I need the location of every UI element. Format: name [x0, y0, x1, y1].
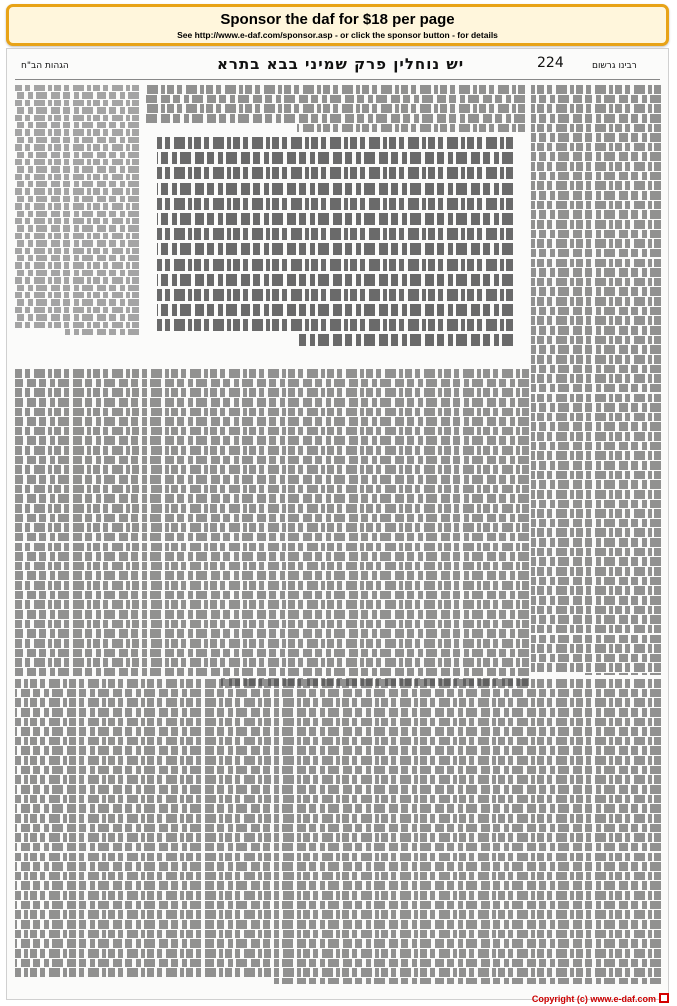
copyright-notice[interactable]	[532, 993, 669, 1004]
text-line	[531, 413, 661, 422]
text-line	[145, 114, 525, 123]
text-line	[15, 639, 529, 648]
text-line	[15, 959, 661, 968]
text-line	[531, 490, 661, 499]
text-line	[15, 891, 661, 900]
text-line	[531, 548, 661, 557]
text-line	[15, 658, 529, 667]
text-line	[15, 188, 139, 194]
text-line	[15, 552, 529, 561]
text-line	[15, 581, 529, 590]
text-line	[531, 345, 661, 354]
text-line	[531, 297, 661, 306]
text-line	[531, 239, 661, 248]
text-line	[15, 853, 661, 862]
text-line	[15, 152, 139, 158]
text-line	[15, 766, 661, 775]
text-line	[15, 292, 139, 298]
text-line	[15, 756, 661, 765]
text-line	[15, 181, 139, 187]
text-line	[531, 432, 661, 441]
text-line	[15, 629, 529, 638]
text-line	[15, 465, 529, 474]
text-line	[15, 417, 529, 426]
text-line	[531, 268, 661, 277]
text-line	[157, 137, 513, 149]
sponsor-title[interactable]: Sponsor the daf for $18 per page	[220, 11, 455, 28]
text-line	[15, 833, 661, 842]
header-tractate-title: יש נוחלין פרק שמיני בבא בתרא	[217, 55, 465, 73]
text-line	[531, 606, 661, 615]
rabbeinu-gershom-column	[531, 85, 661, 675]
text-line	[531, 528, 661, 537]
left-marginal-column	[15, 85, 139, 365]
text-line	[531, 509, 661, 518]
header-right-marginal: רבינו גרשום	[592, 61, 637, 71]
text-line	[157, 198, 513, 210]
text-line	[15, 804, 661, 813]
text-line	[15, 668, 529, 677]
text-line	[15, 968, 661, 977]
text-line	[15, 533, 529, 542]
text-line	[15, 248, 139, 254]
text-line	[15, 649, 529, 658]
text-line	[15, 698, 661, 707]
text-line	[15, 174, 139, 180]
text-line	[15, 679, 661, 688]
text-line	[531, 663, 661, 672]
text-line	[15, 270, 139, 276]
text-line	[531, 124, 661, 133]
text-line	[15, 322, 139, 328]
text-line	[531, 210, 661, 219]
text-line	[531, 278, 661, 287]
text-line	[531, 519, 661, 528]
text-line	[531, 596, 661, 605]
text-line	[15, 910, 661, 919]
text-line	[15, 620, 529, 629]
text-line	[531, 577, 661, 586]
text-line	[15, 727, 661, 736]
sponsor-banner[interactable]	[6, 4, 669, 46]
text-line	[157, 183, 513, 195]
text-line	[15, 737, 661, 746]
text-line	[531, 461, 661, 470]
text-line	[15, 949, 661, 958]
text-line	[531, 586, 661, 595]
text-line	[15, 485, 529, 494]
text-line	[531, 442, 661, 451]
text-line	[15, 129, 139, 135]
text-line	[15, 562, 529, 571]
text-line	[531, 95, 661, 104]
text-line	[15, 307, 139, 313]
text-line	[15, 107, 139, 113]
text-line	[531, 374, 661, 383]
text-line	[15, 285, 139, 291]
text-line	[15, 379, 529, 388]
text-line	[15, 930, 661, 939]
text-line	[15, 85, 139, 91]
text-line	[15, 100, 139, 106]
text-line	[15, 408, 529, 417]
text-line	[531, 230, 661, 239]
text-line	[15, 523, 529, 532]
text-line	[531, 403, 661, 412]
text-line	[531, 143, 661, 152]
text-line	[15, 203, 139, 209]
text-line	[273, 978, 661, 984]
text-line	[15, 166, 139, 172]
text-line	[15, 600, 529, 609]
text-line	[15, 814, 661, 823]
text-line	[531, 162, 661, 171]
text-line	[15, 475, 529, 484]
text-line	[531, 394, 661, 403]
text-line	[157, 152, 513, 164]
text-line	[15, 262, 139, 268]
text-line	[15, 144, 139, 150]
text-line	[157, 274, 513, 286]
text-line	[157, 167, 513, 179]
text-line	[15, 314, 139, 320]
text-line	[531, 133, 661, 142]
text-line	[157, 228, 513, 240]
text-line	[531, 249, 661, 258]
text-line	[15, 504, 529, 513]
text-line	[15, 299, 139, 305]
text-line	[15, 427, 529, 436]
text-line	[15, 901, 661, 910]
text-line	[15, 514, 529, 523]
text-line	[531, 220, 661, 229]
text-line	[15, 233, 139, 239]
text-line	[531, 172, 661, 181]
text-line	[15, 775, 661, 784]
text-line	[531, 259, 661, 268]
text-line	[15, 255, 139, 261]
text-line	[15, 872, 661, 881]
text-line	[15, 881, 661, 890]
text-line	[531, 336, 661, 345]
text-line	[15, 159, 139, 165]
text-line	[531, 480, 661, 489]
text-line	[15, 795, 661, 804]
text-line	[531, 104, 661, 113]
text-line	[531, 287, 661, 296]
copyright-text[interactable]: Copyright (c) www.e-daf.com	[531, 994, 656, 1004]
text-line	[145, 104, 525, 113]
text-line	[15, 388, 529, 397]
text-line	[531, 384, 661, 393]
page-number: 224	[537, 55, 564, 71]
text-line	[15, 543, 529, 552]
header-rule	[15, 79, 660, 80]
lower-commentary-block	[15, 679, 661, 984]
text-line	[531, 471, 661, 480]
text-line	[157, 243, 513, 255]
text-line	[15, 689, 661, 698]
text-line	[15, 785, 661, 794]
text-line	[15, 398, 529, 407]
text-line	[531, 625, 661, 634]
text-line	[531, 307, 661, 316]
text-line	[15, 211, 139, 217]
text-line	[15, 92, 139, 98]
text-line	[145, 85, 525, 94]
text-line	[15, 843, 661, 852]
text-line	[531, 557, 661, 566]
text-line	[65, 329, 139, 335]
text-line	[531, 538, 661, 547]
text-line	[583, 673, 661, 675]
text-line	[299, 334, 513, 346]
e-daf-logo-icon	[659, 993, 669, 1003]
text-line	[15, 746, 661, 755]
text-line	[15, 456, 529, 465]
text-line	[531, 654, 661, 663]
text-line	[15, 137, 139, 143]
header-left-marginal: הגהות הב"ח	[21, 61, 69, 71]
text-line	[15, 571, 529, 580]
text-line	[15, 225, 139, 231]
text-line	[15, 436, 529, 445]
gemara-text-block	[157, 137, 513, 367]
text-line	[157, 319, 513, 331]
text-line	[15, 196, 139, 202]
text-line	[15, 369, 529, 378]
text-line	[531, 152, 661, 161]
text-line	[157, 289, 513, 301]
text-line	[531, 635, 661, 644]
text-line	[15, 610, 529, 619]
text-line	[157, 213, 513, 225]
text-line	[15, 708, 661, 717]
talmud-page	[6, 48, 669, 1000]
text-line	[15, 446, 529, 455]
text-line	[531, 201, 661, 210]
text-line	[531, 422, 661, 431]
text-line	[15, 122, 139, 128]
text-line	[531, 316, 661, 325]
text-line	[531, 114, 661, 123]
text-line	[531, 644, 661, 653]
text-line	[531, 567, 661, 576]
text-line	[531, 181, 661, 190]
text-line	[531, 326, 661, 335]
text-line	[531, 451, 661, 460]
text-line	[531, 191, 661, 200]
text-line	[15, 115, 139, 121]
text-line	[15, 862, 661, 871]
text-line	[15, 920, 661, 929]
text-line	[157, 259, 513, 271]
text-line	[15, 718, 661, 727]
text-line	[15, 824, 661, 833]
text-line	[531, 500, 661, 509]
sponsor-subtitle[interactable]: See http://www.e-daf.com/sponsor.asp - or click the sponsor button - for details	[177, 30, 498, 40]
text-line	[157, 304, 513, 316]
text-line	[15, 277, 139, 283]
text-line	[531, 615, 661, 624]
text-line	[15, 939, 661, 948]
text-line	[531, 355, 661, 364]
text-line	[145, 95, 525, 104]
text-line	[297, 124, 525, 133]
text-line	[531, 85, 661, 94]
text-line	[15, 494, 529, 503]
text-line	[15, 218, 139, 224]
text-line	[531, 365, 661, 374]
text-line	[15, 240, 139, 246]
text-line	[15, 591, 529, 600]
